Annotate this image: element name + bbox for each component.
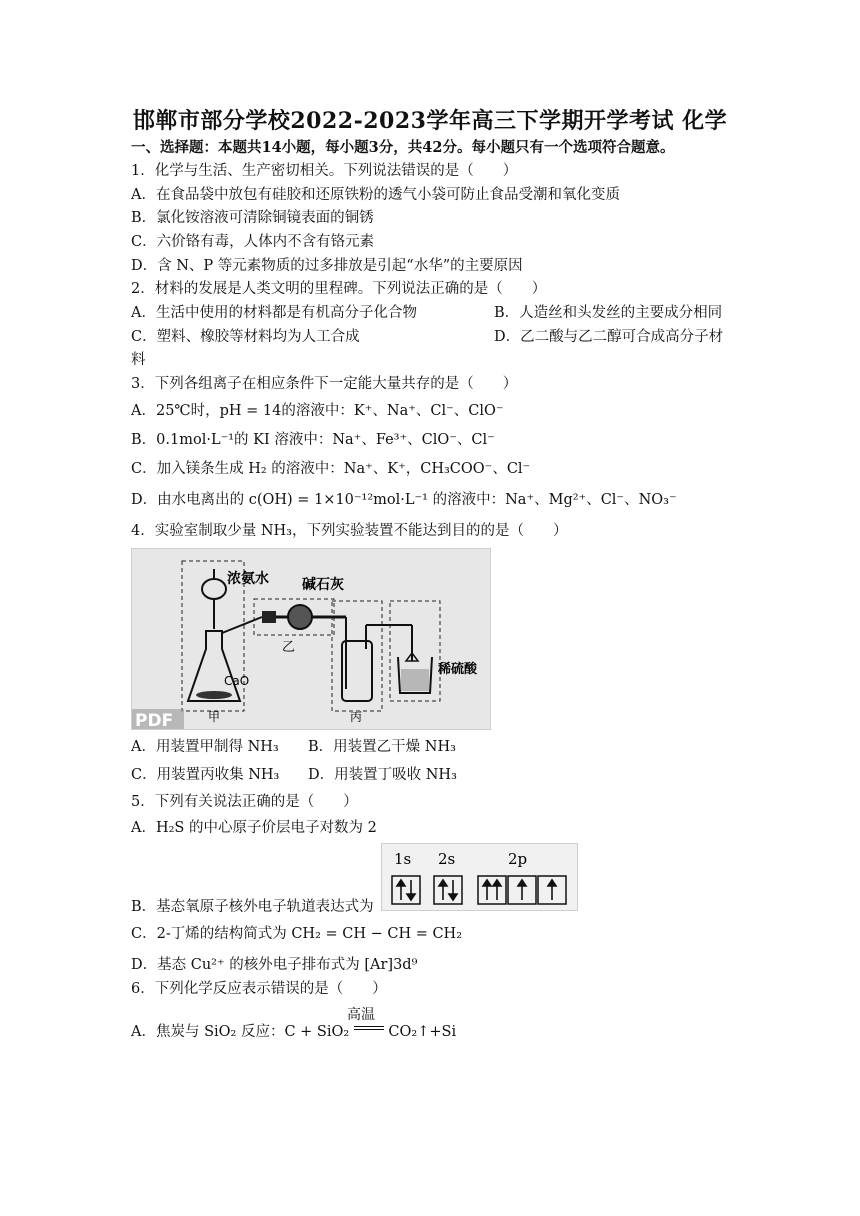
q2-option-b: B．人造丝和头发丝的主要成分相同 <box>494 305 723 321</box>
apparatus-figure <box>131 548 491 730</box>
q6-a-products: CO₂↑+Si <box>388 1024 457 1040</box>
orbital-box-1s <box>392 876 420 904</box>
q3-option-d <box>131 490 677 510</box>
q3-d-condition: D．由水电离出的 c(OH) = 1×10⁻¹²mol·L⁻¹ 的溶液中： <box>131 492 506 508</box>
q3-a-condition: A．25℃时，pH = 14的溶液中： <box>131 403 354 419</box>
drying-tube-icon <box>288 605 312 629</box>
q3-c-condition: C．加入镁条生成 H₂ 的溶液中： <box>131 461 344 477</box>
q5-option-b: B．基态氧原子核外电子轨道表达式为 <box>131 899 374 915</box>
label-yi: 乙 <box>282 640 296 655</box>
apparatus-diagram <box>132 549 490 729</box>
q3-c-ions: Na⁺、K⁺，CH₃COO⁻、Cl⁻ <box>343 461 531 477</box>
pdf-watermark: PDF <box>135 711 174 729</box>
q1-option-c: C．六价铬有毒，人体内不含有铬元素 <box>131 234 375 250</box>
q5-option-d: D．基态 Cu²⁺ 的核外电子排布式为 [Ar]3d⁹ <box>131 957 418 973</box>
q5-option-a: A．H₂S 的中心原子价层电子对数为 2 <box>131 820 377 836</box>
orbital-box-2p-1 <box>478 876 506 904</box>
q3-d-ions: Na⁺、Mg²⁺、Cl⁻、NO₃⁻ <box>505 492 677 508</box>
q4-option-c: C．用装置丙收集 NH₃ <box>131 767 280 783</box>
orbital-label-2p: 2p <box>508 850 528 868</box>
q1-stem: 1．化学与生活、生产密切相关。下列说法错误的是（ ） <box>131 163 518 179</box>
q2-option-d: D．乙二酸与乙二醇可合成高分子材 <box>494 329 724 345</box>
q1-option-a: A．在食品袋中放包有硅胶和还原铁粉的透气小袋可防止食品受潮和氧化变质 <box>131 187 620 203</box>
exam-title: 邯郸市部分学校2022-2023学年高三下学期开学考试 化学 <box>132 108 728 134</box>
label-jia: 甲 <box>208 710 221 724</box>
label-acid: 稀硫酸 <box>438 662 478 677</box>
q3-a-ions: K⁺、Na⁺、Cl⁻、ClO⁻ <box>353 403 504 419</box>
section-heading: 一、选择题：本题共14小题，每小题3分，共42分。每小题只有一个选项符合题意。 <box>131 139 675 156</box>
q4-option-d: D．用装置丁吸收 NH₃ <box>308 767 457 783</box>
orbital-box-2s <box>434 876 462 904</box>
label-ammonia: 浓氨水 <box>227 571 269 587</box>
orbital-diagram-svg <box>382 844 577 910</box>
q3-option-a <box>131 401 504 421</box>
q3-option-b <box>131 430 495 450</box>
q3-stem: 3．下列各组离子在相应条件下一定能大量共存的是（ ） <box>131 376 518 392</box>
q3-b-condition: B．0.1mol·L⁻¹的 KI 溶液中： <box>131 432 333 448</box>
orbital-label-1s: 1s <box>394 850 412 868</box>
label-bing: 丙 <box>350 710 363 724</box>
q2-stem: 2．材料的发展是人类文明的里程碑。下列说法正确的是（ ） <box>131 281 547 297</box>
q2-option-c: C．塑料、橡胶等材料均为人工合成 <box>131 329 360 345</box>
label-sodalime: 碱石灰 <box>302 577 344 593</box>
q1-option-d: D．含 N、P 等元素物质的过多排放是引起“水华”的主要原因 <box>131 258 523 274</box>
reaction-equals-sign <box>354 1026 384 1030</box>
reaction-condition: 高温 <box>347 1007 375 1023</box>
q4-option-b: B．用装置乙干燥 NH₃ <box>308 739 456 755</box>
orbital-label-2s: 2s <box>438 850 456 868</box>
q4-option-a: A．用装置甲制得 NH₃ <box>131 739 279 755</box>
stopper-icon <box>262 611 276 623</box>
q1-option-b: B．氯化铵溶液可清除铜镜表面的铜锈 <box>131 210 374 226</box>
q2-option-d-continued: 料 <box>131 352 146 368</box>
label-cao: CaO <box>224 674 250 688</box>
q3-b-ions: Na⁺、Fe³⁺、ClO⁻、Cl⁻ <box>332 432 495 448</box>
cao-solid <box>196 691 232 699</box>
q6-option-a <box>131 1022 456 1042</box>
q5-option-c: C．2-丁烯的结构简式为 CH₂ = CH − CH = CH₂ <box>131 926 463 942</box>
q4-stem: 4．实验室制取少量 NH₃，下列实验装置不能达到目的的是（ ） <box>131 523 568 539</box>
q6-stem: 6．下列化学反应表示错误的是（ ） <box>131 981 387 997</box>
q2-option-a: A．生活中使用的材料都是有机高分子化合物 <box>131 305 417 321</box>
q6-a-reactants: A．焦炭与 SiO₂ 反应：C + SiO₂ <box>131 1024 350 1040</box>
q5-stem: 5．下列有关说法正确的是（ ） <box>131 794 358 810</box>
q3-option-c <box>131 459 530 479</box>
orbital-diagram <box>381 843 578 911</box>
